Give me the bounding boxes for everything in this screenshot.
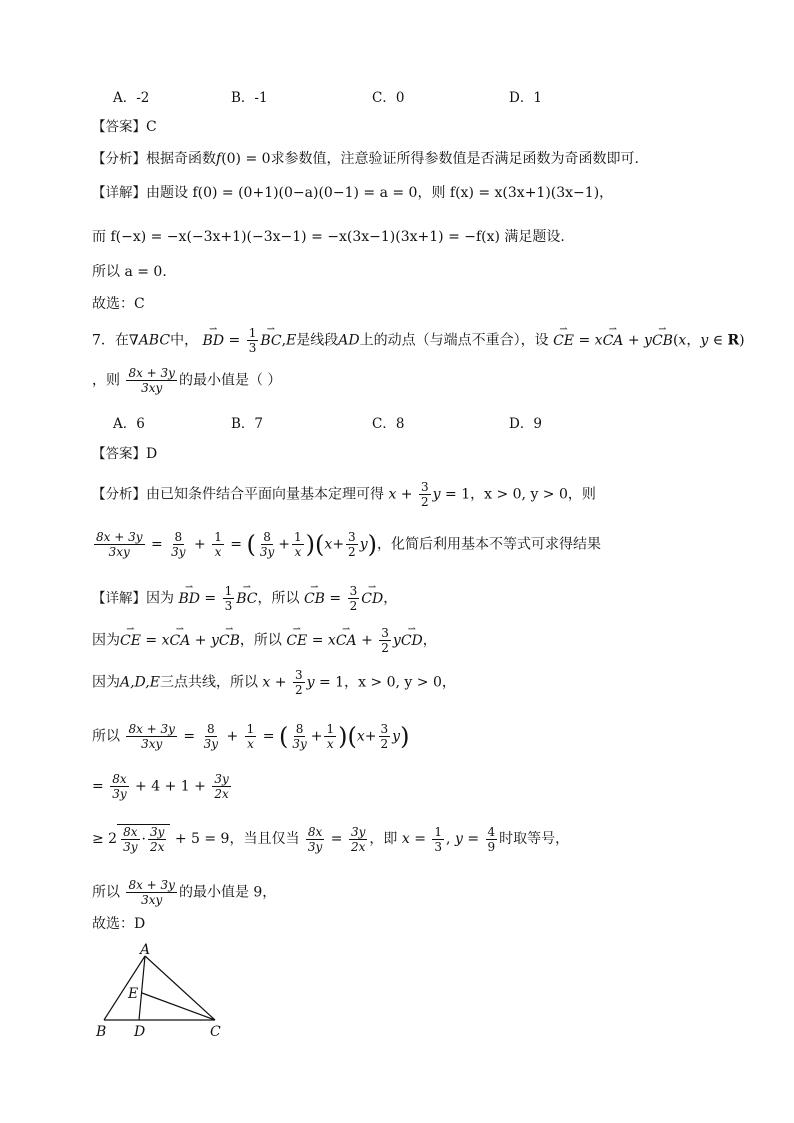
segment-ec — [142, 993, 215, 1020]
q6-choose — [92, 294, 145, 314]
answer-value: C — [146, 119, 157, 135]
analysis-text: 由已知条件结合平面向量基本定理可得 — [146, 486, 384, 503]
answer-tag: 【答案】 — [92, 119, 146, 135]
q6-detail-line-2 — [92, 227, 565, 247]
answer-tag: 【答案】 — [92, 446, 146, 462]
q7-detail-line-4: 所以 $\frac{8x + 3y}{3xy}$ = $\frac{8}{3y}$ + $\frac{1}{x}$ = ( $\frac{8}{3y}$ + $\frac{1}{x}$ )(x+ $\frac{3}{2}$ y) — [92, 722, 410, 751]
q7-detail-line-1: 【详解】因为 ⇀ BD = $\frac{1}{3}$ ⇀ BC，所以 ⇀ CB = $\frac{3}{2}$ ⇀ CD， — [92, 584, 397, 613]
q7-stem-line-1: 7．在∇ABC中， ⇀ BD = $\frac{1}{3}$ ⇀ BC,E是线段AD上的动点（与端点不重合），设 ⇀ CE = x⇀ CA + y⇀ CB(x，y ∈ R) — [92, 326, 745, 355]
q7-option-c: C．8 — [372, 416, 405, 432]
triangle-figure — [90, 942, 230, 1042]
detail-text-2: 而 f(−x) = −x(−3x+1)(−3x−1) = −x(3x−1)(3x+1) = −f(x) 满足题设. — [92, 229, 565, 245]
analysis-text-2: ，x > 0, y > 0，则 — [470, 486, 596, 503]
detail-text: ，所以 — [257, 590, 300, 607]
vector-ce: ⇀ CE — [553, 331, 574, 351]
q6-analysis: 【分析】根据奇函数f(0) = 0求参数值，注意验证所得参数值是否满足函数为奇函数即可. — [92, 151, 640, 167]
detail-text: 因为 — [146, 590, 174, 607]
vector-bc: ⇀ BC — [260, 331, 281, 351]
formula-f0: f — [216, 151, 222, 167]
q7-detail-line-2: 因为⇀ CE = x⇀ CA + y⇀ CB，所以 ⇀ CE = x⇀ CA + $\frac{3}{2}$ y⇀ CD， — [92, 626, 437, 655]
detail-text: 的最小值是 9， — [178, 884, 277, 901]
detail-text: ，所以 — [239, 632, 282, 649]
stem-text: 是线段 — [296, 332, 339, 349]
segment-ac — [145, 956, 215, 1020]
analysis-tag: 【分析】 — [92, 486, 146, 503]
fraction-one-third: $\frac{1}{3}$ — [248, 326, 257, 355]
label-d: D — [134, 1024, 146, 1040]
detail-text: 因为 — [92, 632, 120, 649]
choose-text: 故选：C — [92, 296, 145, 312]
answer-value: D — [146, 446, 158, 462]
stem-text: 的最小值是（ ） — [178, 372, 282, 389]
q7-answer — [92, 444, 157, 464]
segment-ab — [104, 956, 145, 1020]
detail-text: 由题设 f(0) = (0+1)(0−a)(0−1) = a = 0，则 f(x) = x(3x+1)(3x−1)， — [146, 185, 614, 201]
detail-text: ，当且仅当 — [229, 831, 300, 847]
q7-analysis-line-2: $\frac{8x + 3y}{3xy}$ = $\frac{8}{3y}$ + $\frac{1}{x}$ = ( $\frac{8}{3y}$ + $\frac{1}{x}$ )(x+ $\frac{3}{2}$ y)，化简后利用基本不等式可求得结果 — [96, 530, 601, 559]
detail-text: 三点共线，所以 — [159, 674, 258, 691]
detail-text: 所以 — [92, 884, 120, 901]
stem-text: 中， — [170, 332, 199, 349]
conclusion-text: 所以 a = 0. — [92, 264, 167, 280]
label-b: B — [96, 1024, 107, 1040]
q7-analysis-line-1: 【分析】由已知条件结合平面向量基本定理可得 x + $\frac{3}{2}$ y = 1，x > 0, y > 0，则 — [92, 480, 596, 509]
q7-stem-line-2 — [92, 366, 281, 395]
detail-tag: 【详解】 — [92, 185, 146, 201]
detail-text: 所以 — [92, 728, 120, 745]
analysis-tag: 【分析】 — [92, 151, 146, 167]
q6-detail-line-1 — [92, 183, 613, 203]
target-expression: $\frac{8x + 3y}{3xy}$ — [128, 366, 175, 395]
label-e: E — [128, 986, 139, 1002]
detail-tag: 【详解】 — [92, 590, 146, 607]
segment-ad — [139, 956, 145, 1020]
q6-conclusion — [92, 262, 167, 282]
detail-text: 因为 — [92, 674, 120, 691]
q7-option-a: A．6 — [113, 416, 145, 432]
vector-cb: ⇀ CB — [652, 331, 673, 351]
detail-text: 时取等号， — [499, 831, 570, 847]
choose-text: 故选：D — [92, 916, 146, 932]
q6-option-d: D．1 — [509, 90, 542, 106]
analysis-text-2: 求参数值，注意验证所得参数值是否满足函数为奇函数即可. — [270, 151, 640, 167]
label-a: A — [140, 942, 151, 958]
vector-ca: ⇀ CA — [603, 331, 624, 351]
stem-text: ，则 — [92, 372, 120, 389]
q7-detail-line-5: = $\frac{8x}{3y}$ + 4 + 1 + $\frac{3y}{2x}$ — [92, 772, 229, 801]
analysis-text-3: ，化简后利用基本不等式可求得结果 — [376, 536, 601, 553]
q7-detail-line-3: 因为A,D,E三点共线，所以 x + $\frac{3}{2}$ y = 1，x > 0, y > 0， — [92, 668, 456, 697]
q7-choose — [92, 914, 145, 934]
stem-text: 上的动点（与端点不重合），设 — [359, 332, 549, 349]
q7-detail-line-6: ≥ 2 $\frac{8x}{3y}$ · $\frac{3y}{2x}$ + 5 = 9，当且仅当 $\frac{8x}{3y}$ = $\frac{3y}{2x}$ ，即 x = $\frac{1}{3}$ , y = $\frac{4}{9}$ 时取等号， — [92, 824, 570, 854]
q7-detail-line-7: 所以 $\frac{8x + 3y}{3xy}$ 的最小值是 9， — [92, 878, 277, 907]
stem-text: 7．在 — [92, 332, 129, 349]
triangle-abc: ∇ABC — [128, 332, 171, 349]
q7-option-b: B．7 — [231, 416, 264, 432]
label-c: C — [210, 1024, 221, 1040]
q6-option-c: C．0 — [372, 90, 405, 106]
detail-text: ，即 — [369, 831, 398, 847]
vector-bd: ⇀ BD — [203, 331, 225, 351]
q7-option-d: D．9 — [509, 416, 542, 432]
detail-text: ，x > 0, y > 0， — [344, 674, 456, 691]
q6-answer — [92, 117, 157, 137]
q6-option-a: A．-2 — [113, 90, 150, 106]
q6-option-b: B．-1 — [231, 90, 268, 106]
analysis-text: 根据奇函数 — [146, 151, 216, 167]
